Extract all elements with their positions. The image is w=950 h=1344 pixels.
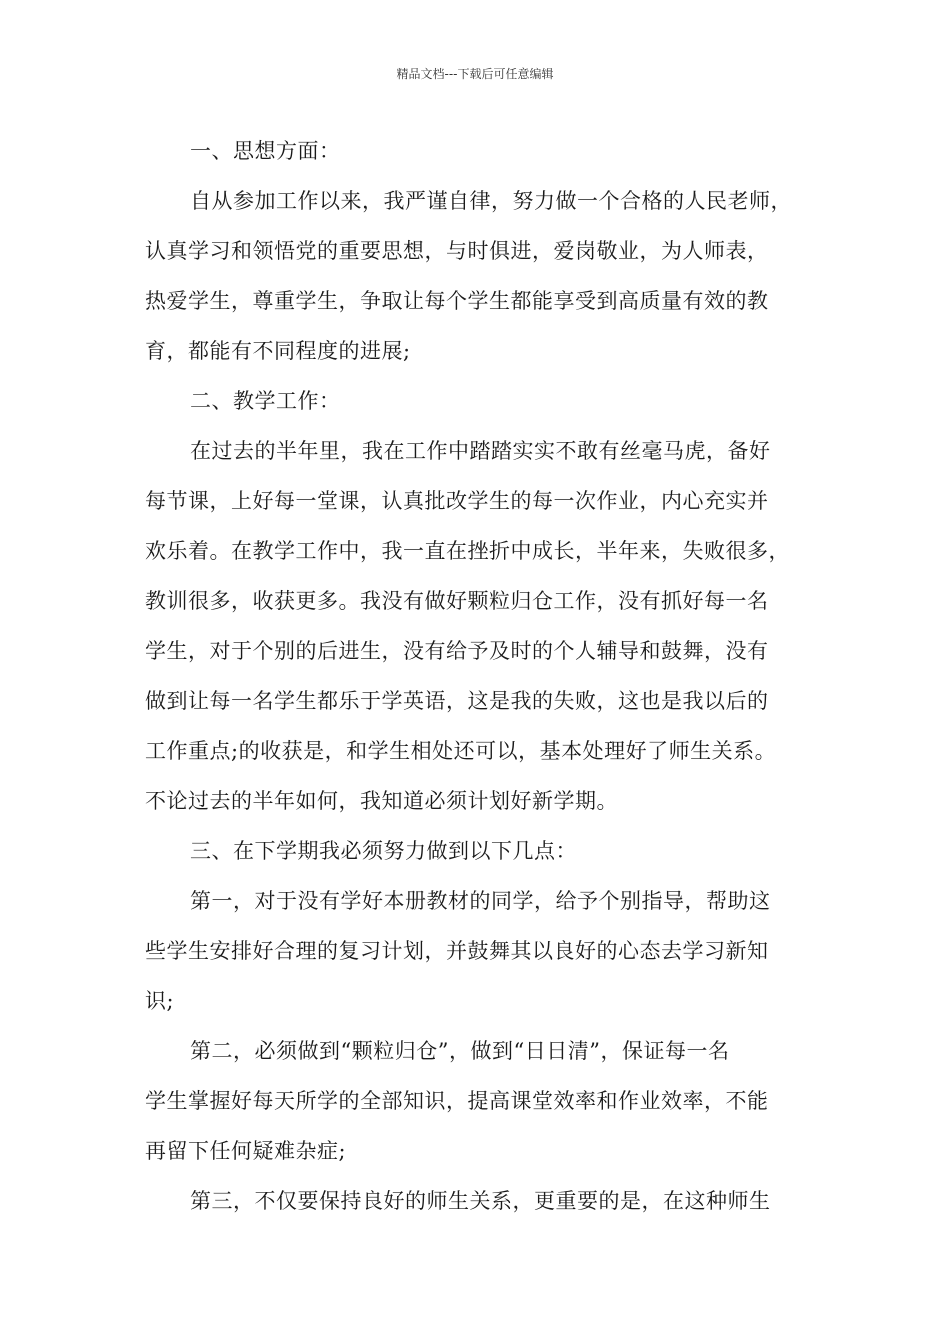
- paragraph-line: 热爱学生，尊重学生，争取让每个学生都能享受到高质量有效的教: [145, 289, 769, 313]
- paragraph-line: 识;: [145, 989, 175, 1013]
- paragraph-line: 欢乐着。在教学工作中，我一直在挫折中成长，半年来，失败很多，: [145, 539, 790, 563]
- document-body: [145, 126, 811, 1226]
- paragraph-line: 工作重点;的收获是，和学生相处还可以，基本处理好了师生关系。: [145, 739, 777, 763]
- page-header: 精品文档---下载后可任意编辑: [396, 67, 554, 81]
- paragraph-line: 育，都能有不同程度的进展;: [145, 339, 411, 363]
- paragraph-line: 自从参加工作以来，我严谨自律，努力做一个合格的人民老师，: [190, 189, 792, 213]
- paragraph-line: 第一，对于没有学好本册教材的同学，给予个别指导，帮助这: [190, 889, 771, 913]
- paragraph-line: 认真学习和领悟党的重要思想，与时俱进，爱岗敬业，为人师表，: [145, 239, 769, 263]
- paragraph-line: 不论过去的半年如何，我知道必须计划好新学期。: [145, 789, 618, 813]
- section-heading-next-term: 三、在下学期我必须努力做到以下几点：: [190, 839, 577, 863]
- paragraph-line: 第二，必须做到“颗粒归仓”，做到“日日清”，保证每一名: [190, 1039, 730, 1063]
- paragraph-line: 做到让每一名学生都乐于学英语，这是我的失败，这也是我以后的: [145, 689, 769, 713]
- paragraph-line: 教训很多，收获更多。我没有做好颗粒归仓工作，没有抓好每一名: [145, 589, 769, 613]
- section-heading-thought: 一、思想方面：: [190, 139, 341, 163]
- paragraph-line: 第三，不仅要保持良好的师生关系，更重要的是，在这种师生: [190, 1189, 771, 1213]
- paragraph-line: 每节课，上好每一堂课，认真批改学生的每一次作业，内心充实并: [145, 489, 769, 513]
- paragraph-line: 再留下任何疑难杂症;: [145, 1139, 347, 1163]
- paragraph-line: 学生掌握好每天所学的全部知识，提高课堂效率和作业效率，不能: [145, 1089, 769, 1113]
- paragraph-line: 学生，对于个别的后进生，没有给予及时的个人辅导和鼓舞，没有: [145, 639, 769, 663]
- paragraph-line: 在过去的半年里，我在工作中踏踏实实不敢有丝毫马虎，备好: [190, 439, 771, 463]
- paragraph-line: 些学生安排好合理的复习计划，并鼓舞其以良好的心态去学习新知: [145, 939, 769, 963]
- section-heading-teaching: 二、教学工作：: [190, 389, 341, 413]
